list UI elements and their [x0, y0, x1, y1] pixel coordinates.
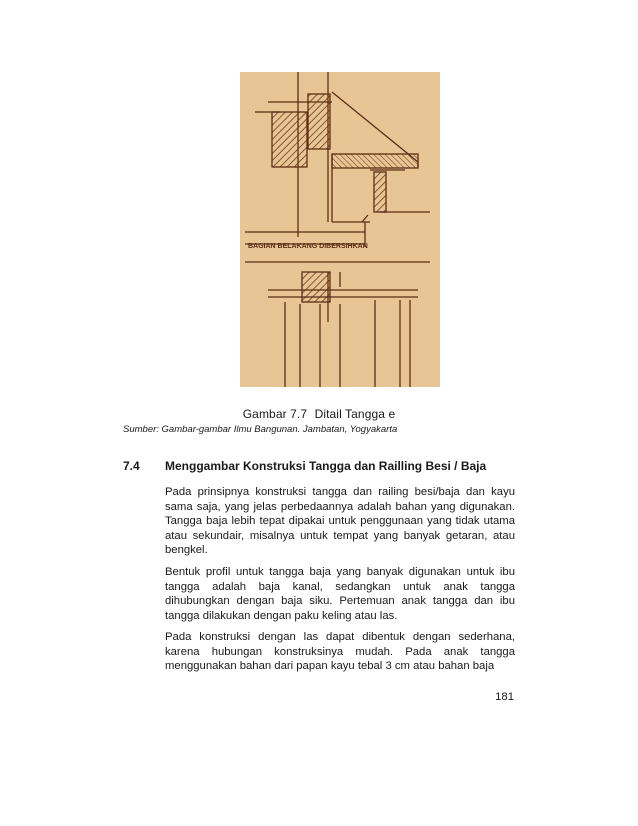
page-number: 181	[495, 691, 514, 703]
figure-number: Gambar 7.7	[242, 407, 308, 421]
paragraph: Pada prinsipnya konstruksi tangga dan railing besi/baja dan kayu sama saja, yang jelas perbedaannya adalah bahan yang digunakan. Tangga baja lebih tepat dipakai untuk penggunaan yang tidak utama atau sekundair, misalnya untuk tempat yang banyak getaran, atau bengkel.	[165, 486, 515, 557]
figure-caption	[0, 407, 638, 421]
stair-detail-drawing	[240, 72, 440, 387]
drawing-label: BAGIAN BELAKANG DIBERSIHKAN	[248, 243, 368, 250]
paragraph: Pada konstruksi dengan las dapat dibentuk dengan sederhana, karena hubungan konstruksinya mudah. Pada anak tangga menggunakan bahan dari papan kayu tebal 3 cm atau bahan baja	[165, 631, 515, 673]
section-title: Menggambar Konstruksi Tangga dan Railling Besi / Baja	[165, 459, 487, 473]
section-number: 7.4	[123, 459, 140, 473]
paragraph: Bentuk profil untuk tangga baja yang banyak digunakan untuk ibu tangga adalah baja kanal, sedangkan untuk anak tangga dihubungkan dengan baja siku. Pertemuan anak tangga dan ibu tangga dilakukan dengan paku keling atau las.	[165, 566, 515, 622]
figure-title: Ditail Tangga e	[314, 407, 396, 421]
figure-source: Sumber: Gambar-gambar Ilmu Bangunan. Jambatan, Yogyakarta	[123, 424, 398, 435]
